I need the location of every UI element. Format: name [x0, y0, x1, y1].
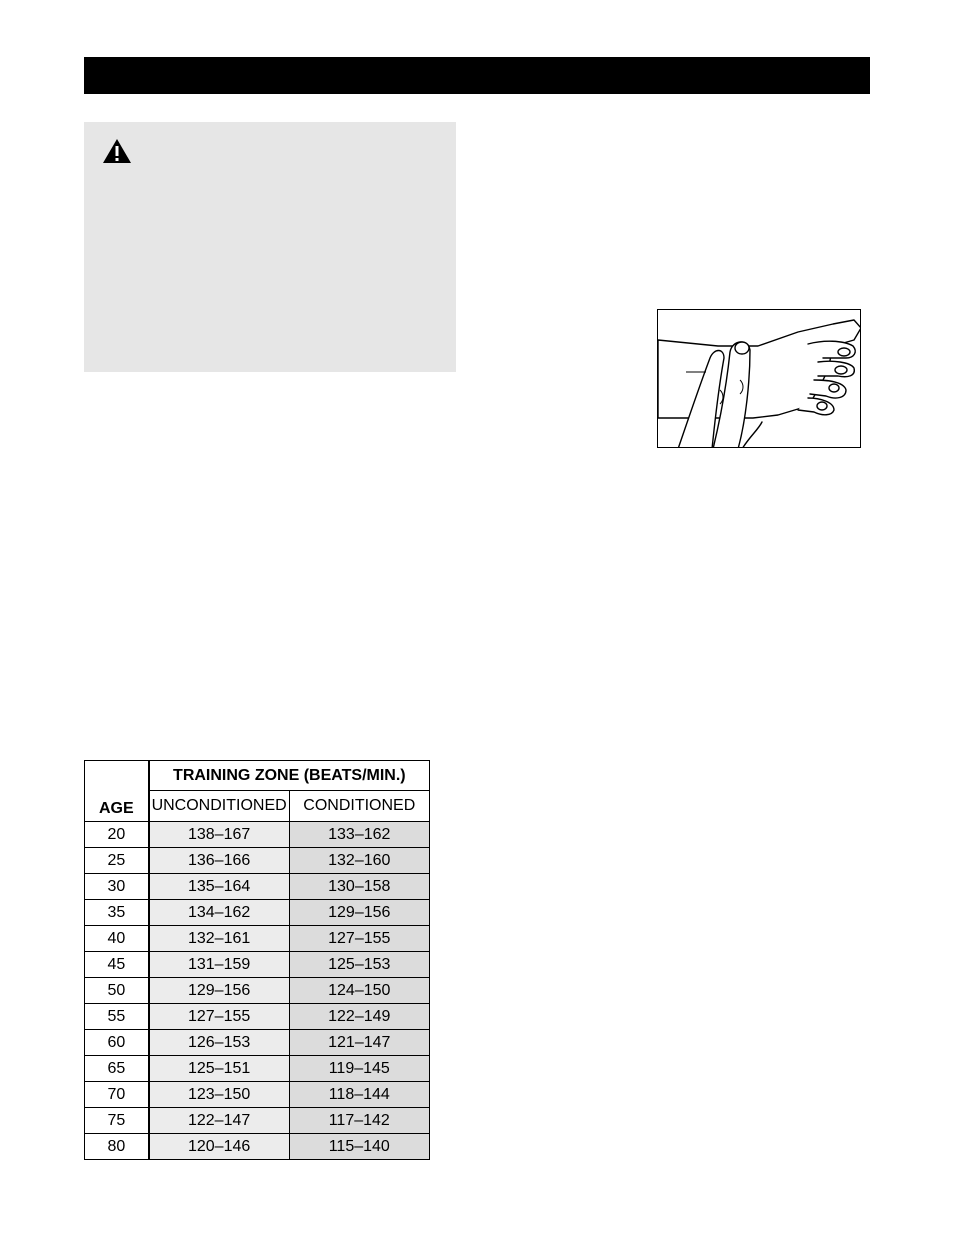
age-cell: 55	[85, 1004, 149, 1030]
conditioned-column-header: CONDITIONED	[289, 791, 429, 822]
unconditioned-column-header: UNCONDITIONED	[149, 791, 289, 822]
table-row	[85, 952, 430, 978]
age-cell: 50	[85, 978, 149, 1004]
unconditioned-cell: 132–161	[149, 926, 289, 952]
table-row	[85, 848, 430, 874]
warning-box	[84, 122, 456, 372]
table-row	[85, 1082, 430, 1108]
age-cell: 35	[85, 900, 149, 926]
age-cell: 20	[85, 822, 149, 848]
unconditioned-cell: 129–156	[149, 978, 289, 1004]
age-cell: 30	[85, 874, 149, 900]
wrist-pulse-illustration	[657, 309, 861, 448]
conditioned-cell: 124–150	[289, 978, 429, 1004]
table-row	[85, 978, 430, 1004]
age-cell: 40	[85, 926, 149, 952]
table-row	[85, 874, 430, 900]
unconditioned-cell: 138–167	[149, 822, 289, 848]
unconditioned-cell: 134–162	[149, 900, 289, 926]
conditioned-cell: 117–142	[289, 1108, 429, 1134]
age-cell: 25	[85, 848, 149, 874]
conditioned-cell: 115–140	[289, 1134, 429, 1160]
conditioned-cell: 125–153	[289, 952, 429, 978]
section-header-bar	[84, 57, 870, 94]
table-row	[85, 1030, 430, 1056]
age-cell: 80	[85, 1134, 149, 1160]
table-row	[85, 1108, 430, 1134]
table-row	[85, 900, 430, 926]
conditioned-cell: 127–155	[289, 926, 429, 952]
age-cell: 45	[85, 952, 149, 978]
conditioned-cell: 132–160	[289, 848, 429, 874]
unconditioned-cell: 122–147	[149, 1108, 289, 1134]
unconditioned-cell: 136–166	[149, 848, 289, 874]
unconditioned-cell: 125–151	[149, 1056, 289, 1082]
age-column-header: AGE	[85, 761, 149, 822]
conditioned-cell: 121–147	[289, 1030, 429, 1056]
unconditioned-cell: 127–155	[149, 1004, 289, 1030]
unconditioned-cell: 120–146	[149, 1134, 289, 1160]
table-row	[85, 1056, 430, 1082]
age-cell: 65	[85, 1056, 149, 1082]
unconditioned-cell: 135–164	[149, 874, 289, 900]
conditioned-cell: 130–158	[289, 874, 429, 900]
conditioned-cell: 133–162	[289, 822, 429, 848]
warning-triangle-icon	[102, 138, 132, 164]
age-cell: 60	[85, 1030, 149, 1056]
table-row	[85, 1004, 430, 1030]
table-row	[85, 1134, 430, 1160]
conditioned-cell: 122–149	[289, 1004, 429, 1030]
conditioned-cell: 119–145	[289, 1056, 429, 1082]
conditioned-cell: 129–156	[289, 900, 429, 926]
table-row	[85, 822, 430, 848]
unconditioned-cell: 126–153	[149, 1030, 289, 1056]
age-cell: 70	[85, 1082, 149, 1108]
table-body	[85, 822, 430, 1160]
training-zone-table	[84, 760, 430, 1160]
unconditioned-cell: 123–150	[149, 1082, 289, 1108]
training-zone-header: TRAINING ZONE (BEATS/MIN.)	[149, 761, 430, 791]
age-cell: 75	[85, 1108, 149, 1134]
table-header-row	[85, 761, 430, 791]
hand-drawing	[658, 310, 861, 448]
unconditioned-cell: 131–159	[149, 952, 289, 978]
table-row	[85, 926, 430, 952]
conditioned-cell: 118–144	[289, 1082, 429, 1108]
